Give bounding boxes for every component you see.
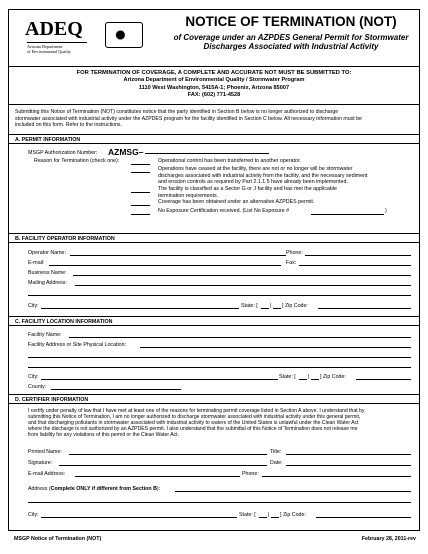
submit-line-4: FAX: (602) 771-4528 [187, 92, 241, 99]
operator-name-label: Operator Name: [28, 250, 66, 256]
certifier-phone-label: Phone: [242, 471, 259, 477]
county-label: County: [28, 384, 47, 390]
certifier-state-label: State: [ [239, 512, 256, 518]
mailing-address-field[interactable] [75, 280, 411, 286]
reason-5-close: ) [385, 208, 387, 214]
reason-2-check[interactable] [131, 167, 150, 173]
logo-line-1: Arizona Department [27, 44, 63, 49]
signature-label: Signature: [28, 460, 53, 466]
operator-email-field[interactable] [49, 260, 281, 266]
facility-name-label: Facility Name: [28, 332, 62, 338]
section-d-heading: D. CERTIFIER INFORMATION [9, 395, 419, 404]
adeq-logo [25, 20, 147, 58]
intro-line-3: included on this form. Refer to the instructions. [15, 122, 122, 128]
facility-state-divider: | [308, 374, 310, 380]
reason-1-text: Operational control has been transferred to another operator. [158, 158, 301, 164]
facility-zip-label: ] Zip Code: [320, 374, 346, 380]
submit-line-3: 1110 West Washington, 5415A-1; Phoenix, Arizona 85007 [138, 84, 290, 91]
reason-2-text-3: and erosion controls as required by Part 2.1.1.5 have already been implemented. [158, 179, 348, 185]
reason-4-text: Coverage has been obtained under an alternative AZPDES permit. [158, 199, 315, 205]
operator-fax-field[interactable] [299, 260, 411, 266]
reason-3-check[interactable] [131, 187, 150, 193]
intro-line-1: Submitting this Notice of Termination (NOT) constitutes notice that the party identified in Section B below is no longer authorized to discharge [15, 109, 339, 115]
certifier-email-label: E-mail Address: [28, 471, 66, 477]
submission-instructions [8, 67, 420, 105]
arizona-emblem-icon [105, 22, 143, 48]
logo-rule [27, 42, 87, 43]
section-facility-operator [8, 234, 420, 317]
submit-line-2: Arizona Department of Environmental Quality / Stormwater Program [123, 77, 305, 84]
business-name-field[interactable] [73, 270, 411, 276]
certifier-zip-field[interactable] [316, 512, 411, 518]
form-page [8, 9, 420, 548]
cert-line-2: submitting this Notice of Termination, I am no longer authorized to discharge stormwater associated with industrial activity under this general permit, [28, 414, 361, 421]
subtitle-line-1: of Coverage under an AZPDES General Permit for Stormwater [173, 33, 409, 42]
auth-number-field[interactable] [145, 148, 269, 154]
operator-city-label: City: [28, 303, 39, 309]
intro-line-2: stormwater associated with industrial activity under the AZPDES program for the facility identified in Section C below. All necessary information must be [15, 115, 362, 122]
operator-phone-label: Phone: [286, 250, 303, 256]
reason-4-check[interactable] [131, 200, 150, 206]
mailing-address-label: Mailing Address: [28, 280, 67, 286]
operator-phone-field[interactable] [305, 250, 411, 256]
address-label-note: Complete ONLY if different from Section B [50, 486, 157, 492]
section-b-heading: B. FACILITY OPERATOR INFORMATION [9, 234, 419, 243]
submit-line-1: FOR TERMINATION OF COVERAGE, A COMPLETE AND ACCURATE NOT MUST BE SUBMITTED TO: [76, 70, 352, 76]
reason-5-text: No Exposure Certification received. (List No Exposure # [158, 208, 290, 214]
county-field[interactable] [51, 384, 181, 390]
business-name-label: Business Name: [28, 270, 67, 276]
subtitle-line-2: Discharges Associated with Industrial Activity [203, 42, 379, 51]
facility-address-field[interactable] [140, 342, 411, 348]
cert-line-4: where the discharge is not authorized by an AZPDES permit. I also understand that the submittal of this Notice of Termination does not release me [28, 426, 358, 433]
reason-1-check[interactable] [131, 159, 150, 165]
operator-name-field[interactable] [70, 250, 286, 256]
section-facility-location [8, 317, 420, 395]
certifier-state-divider: | [268, 512, 270, 518]
facility-address-field-2[interactable] [28, 352, 411, 358]
cert-line-1: I certify under penalty of law that I have met at least one of the reasons for terminating permit coverage listed in Section A above. I understand that by [28, 408, 365, 414]
section-a-heading: A. PERMIT INFORMATION [9, 135, 419, 144]
operator-state-divider: | [270, 303, 272, 309]
certifier-title-label: Title: [270, 449, 282, 455]
certifier-phone-field[interactable] [262, 471, 411, 477]
certifier-state-field-2[interactable] [271, 512, 279, 518]
operator-city-field[interactable] [41, 303, 239, 309]
facility-name-field[interactable] [69, 332, 411, 338]
intro-paragraph [8, 105, 420, 135]
operator-email-label: E-mail: [28, 260, 45, 266]
facility-state-field-1[interactable] [299, 374, 310, 380]
cert-line-5: from liability for any violations of this permit or the Clean Water Act. [28, 432, 179, 439]
address-label-prefix: Address ( [28, 486, 51, 492]
address-label-suffix: ): [156, 486, 161, 492]
footer-form-name: MSGP Notice of Termination (NOT) [14, 536, 102, 542]
operator-state-field-2[interactable] [273, 303, 281, 309]
facility-state-field-2[interactable] [311, 374, 319, 380]
operator-zip-label: ] Zip Code: [282, 303, 308, 309]
certifier-city-field[interactable] [41, 512, 237, 518]
cert-line-3: and that discharging pollutants in stormwater associated with industrial activity to waters of the United States is unlawful under the Clean Water Act [28, 420, 359, 427]
section-permit-information [8, 135, 420, 234]
date-label: Date: [270, 460, 283, 466]
facility-address-field-3[interactable] [28, 362, 411, 368]
certifier-city-label: City: [28, 512, 39, 518]
reason-2-text-2: discharges associated with industrial activity from the facility, and the necessary sediment [158, 172, 368, 179]
printed-name-label: Printed Name: [28, 449, 62, 455]
facility-address-label: Facility Address or Site Physical Location: [28, 342, 127, 348]
date-field[interactable] [286, 460, 411, 466]
section-c-heading: C. FACILITY LOCATION INFORMATION [9, 317, 419, 326]
footer-revision-date: February 28, 2011-rev [361, 536, 416, 542]
reason-5-check[interactable] [131, 209, 150, 215]
reason-3-text-2: termination requirements. [158, 192, 219, 199]
facility-state-label: State: [ [279, 374, 296, 380]
certifier-state-field-1[interactable] [259, 512, 270, 518]
auth-number-prefix: AZMSG– [108, 147, 144, 157]
page-title: NOTICE OF TERMINATION (NOT) [185, 14, 397, 29]
facility-city-label: City: [28, 374, 39, 380]
auth-number-label: MSGP Authorization Number: [28, 150, 98, 156]
printed-name-field[interactable] [69, 449, 267, 455]
certifier-email-field[interactable] [75, 471, 240, 477]
reason-label: Reason for Termination (check one): [34, 158, 120, 164]
mailing-address-field-2[interactable] [28, 290, 411, 296]
certifier-address-label [28, 486, 160, 492]
signature-field[interactable] [59, 460, 267, 466]
no-exposure-number-field[interactable] [311, 209, 384, 215]
operator-state-label: State: [ [241, 303, 258, 309]
form-header [8, 9, 420, 67]
certifier-address-field-2[interactable] [28, 497, 411, 503]
certifier-address-field[interactable] [175, 486, 411, 492]
certifier-title-field[interactable] [286, 449, 411, 455]
section-certifier-information [8, 395, 420, 531]
certifier-zip-label: ] Zip Code: [280, 512, 306, 518]
operator-zip-field[interactable] [318, 303, 411, 309]
operator-fax-label: Fax: [286, 260, 297, 266]
reason-3-text-1: The facility is classified as a Sector G or J facility and has met the applicable [158, 186, 337, 192]
page-subtitle [161, 33, 421, 51]
certification-statement [28, 408, 364, 438]
facility-zip-field[interactable] [356, 374, 411, 380]
logo-text: ADEQ [25, 18, 83, 40]
logo-line-2: of Environmental Quality [27, 49, 72, 54]
operator-state-field-1[interactable] [261, 303, 272, 309]
facility-city-field[interactable] [41, 374, 278, 380]
reason-2-text-1: Operations have ceased at the facility, there are not or no longer will be stormwater [158, 166, 353, 172]
